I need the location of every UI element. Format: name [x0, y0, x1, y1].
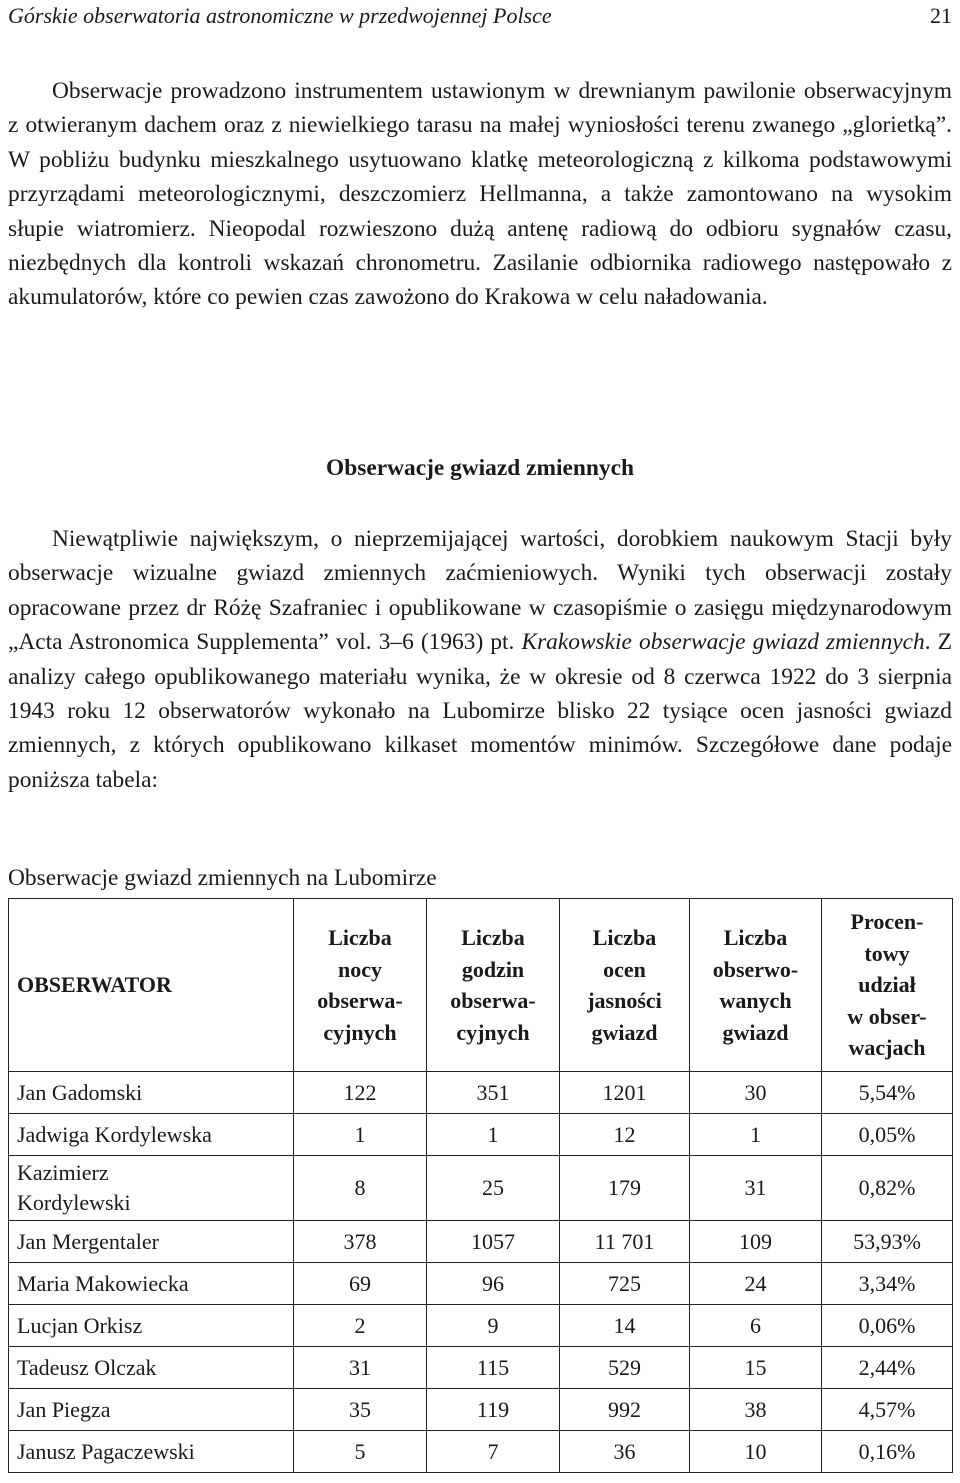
share-value: 4,57% [822, 1389, 953, 1431]
table-header-row [9, 899, 953, 1072]
observer-name: Tadeusz Olczak [9, 1347, 294, 1389]
hours-value: 25 [427, 1156, 560, 1221]
table-row [9, 1305, 953, 1347]
paragraph-text-part: . Z analizy całego opublikowanego materiału wynika, że w okresie od 8 czerwca 1922 do 3 sierpnia 1943 roku 12 obserwatorów wykonało na Lubomirze blisko 22 tysiące ocen jasności gwiazd zmiennych, z których opublikowano kilkaset momentów minimów. Szczegółowe dane podaje poniższa tabela: [8, 629, 952, 793]
nights-value: 8 [294, 1156, 427, 1221]
table-row [9, 1221, 953, 1263]
stars-value: 109 [690, 1221, 822, 1263]
table-row [9, 1156, 953, 1221]
stars-value: 1 [690, 1114, 822, 1156]
nights-value: 378 [294, 1221, 427, 1263]
section-heading: Obserwacje gwiazd zmiennych [326, 455, 634, 481]
hours-value: 119 [427, 1389, 560, 1431]
nights-value: 35 [294, 1389, 427, 1431]
column-header-hours: Liczba godzin obserwa- cyjnych [427, 899, 560, 1072]
observer-name: Kazimierz Kordylewski [9, 1156, 294, 1221]
stars-value: 15 [690, 1347, 822, 1389]
estimates-value: 14 [560, 1305, 690, 1347]
stars-value: 38 [690, 1389, 822, 1431]
observer-name: Janusz Pagaczewski [9, 1431, 294, 1473]
hours-value: 9 [427, 1305, 560, 1347]
hours-value: 1057 [427, 1221, 560, 1263]
hours-value: 115 [427, 1347, 560, 1389]
estimates-value: 12 [560, 1114, 690, 1156]
estimates-value: 529 [560, 1347, 690, 1389]
column-header-estimates: Liczba ocen jasności gwiazd [560, 899, 690, 1072]
observer-name: Jan Piegza [9, 1389, 294, 1431]
estimates-value: 179 [560, 1156, 690, 1221]
estimates-value: 992 [560, 1389, 690, 1431]
hours-value: 7 [427, 1431, 560, 1473]
observations-table [8, 898, 953, 1473]
nights-value: 2 [294, 1305, 427, 1347]
estimates-value: 36 [560, 1431, 690, 1473]
stars-value: 30 [690, 1072, 822, 1114]
table-row [9, 1263, 953, 1305]
paragraph-observations: Obserwacje prowadzono instrumentem ustawionym w drewnianym pawilonie obserwacyjnym z otwieranym dachem oraz z niewielkiego tarasu na małej wyniosłości terenu zwanego „glorietką”. W pobliżu budynku mieszkalnego usytuowano klatkę meteorologiczną z kilkoma podstawowymi przyrządami meteorologicznymi, deszczomierz Hellmanna, a także zamontowano na wysokim słupie wiatromierz. Nieopodal rozwieszono dużą antenę radiową do odbioru sygnałów czasu, niezbędnych dla kontroli wskazań chronometru. Zasilanie odbiornika radiowego następowało z akumulatorów, które co pewien czas zawożono do Krakowa w celu naładowania. [8, 78, 952, 311]
nights-value: 5 [294, 1431, 427, 1473]
observer-name: Lucjan Orkisz [9, 1305, 294, 1347]
column-header-observer: OBSERWATOR [9, 899, 294, 1072]
share-value: 0,06% [822, 1305, 953, 1347]
stars-value: 10 [690, 1431, 822, 1473]
table-row [9, 1072, 953, 1114]
column-header-share: Procen- towy udział w obser- wacjach [822, 899, 953, 1072]
share-value: 0,05% [822, 1114, 953, 1156]
observer-name: Jan Gadomski [9, 1072, 294, 1114]
estimates-value: 725 [560, 1263, 690, 1305]
stars-value: 31 [690, 1156, 822, 1221]
table-row [9, 1431, 953, 1473]
observer-name: Jadwiga Kordylewska [9, 1114, 294, 1156]
observer-name: Maria Makowiecka [9, 1263, 294, 1305]
share-value: 0,82% [822, 1156, 953, 1221]
share-value: 3,34% [822, 1263, 953, 1305]
estimates-value: 1201 [560, 1072, 690, 1114]
page-number: 21 [930, 3, 952, 28]
running-header [8, 2, 952, 30]
paragraph-text-part: Niewątpliwie największym, o nieprzemijającej wartości, dorobkiem naukowym Stacji były obserwacje wizualne gwiazd zmiennych zaćmieniowych. Wyniki tych obserwacji zostały opracowane przez dr Różę Szafraniec i opublikowane w czasopiśmie o zasięgu międzynarodowym „Acta Astronomica Supplementa” vol. 3–6 (1963) pt. [8, 526, 952, 656]
nights-value: 122 [294, 1072, 427, 1114]
table-row [9, 1347, 953, 1389]
hours-value: 351 [427, 1072, 560, 1114]
table-row [9, 1389, 953, 1431]
publication-title: Krakowskie obserwacje gwiazd zmiennych [521, 629, 925, 656]
stars-value: 24 [690, 1263, 822, 1305]
column-header-stars: Liczba obserwo- wanych gwiazd [690, 899, 822, 1072]
share-value: 53,93% [822, 1221, 953, 1263]
share-value: 0,16% [822, 1431, 953, 1473]
paragraph-variable-stars [8, 522, 952, 797]
estimates-value: 11 701 [560, 1221, 690, 1263]
nights-value: 31 [294, 1347, 427, 1389]
observer-name: Jan Mergentaler [9, 1221, 294, 1263]
hours-value: 96 [427, 1263, 560, 1305]
table-caption: Obserwacje gwiazd zmiennych na Lubomirze [8, 865, 437, 891]
column-header-nights: Liczba nocy obserwa- cyjnych [294, 899, 427, 1072]
nights-value: 69 [294, 1263, 427, 1305]
share-value: 5,54% [822, 1072, 953, 1114]
stars-value: 6 [690, 1305, 822, 1347]
table-row [9, 1114, 953, 1156]
share-value: 2,44% [822, 1347, 953, 1389]
nights-value: 1 [294, 1114, 427, 1156]
running-title: Górskie obserwatoria astronomiczne w przedwojennej Polsce [8, 3, 552, 28]
hours-value: 1 [427, 1114, 560, 1156]
